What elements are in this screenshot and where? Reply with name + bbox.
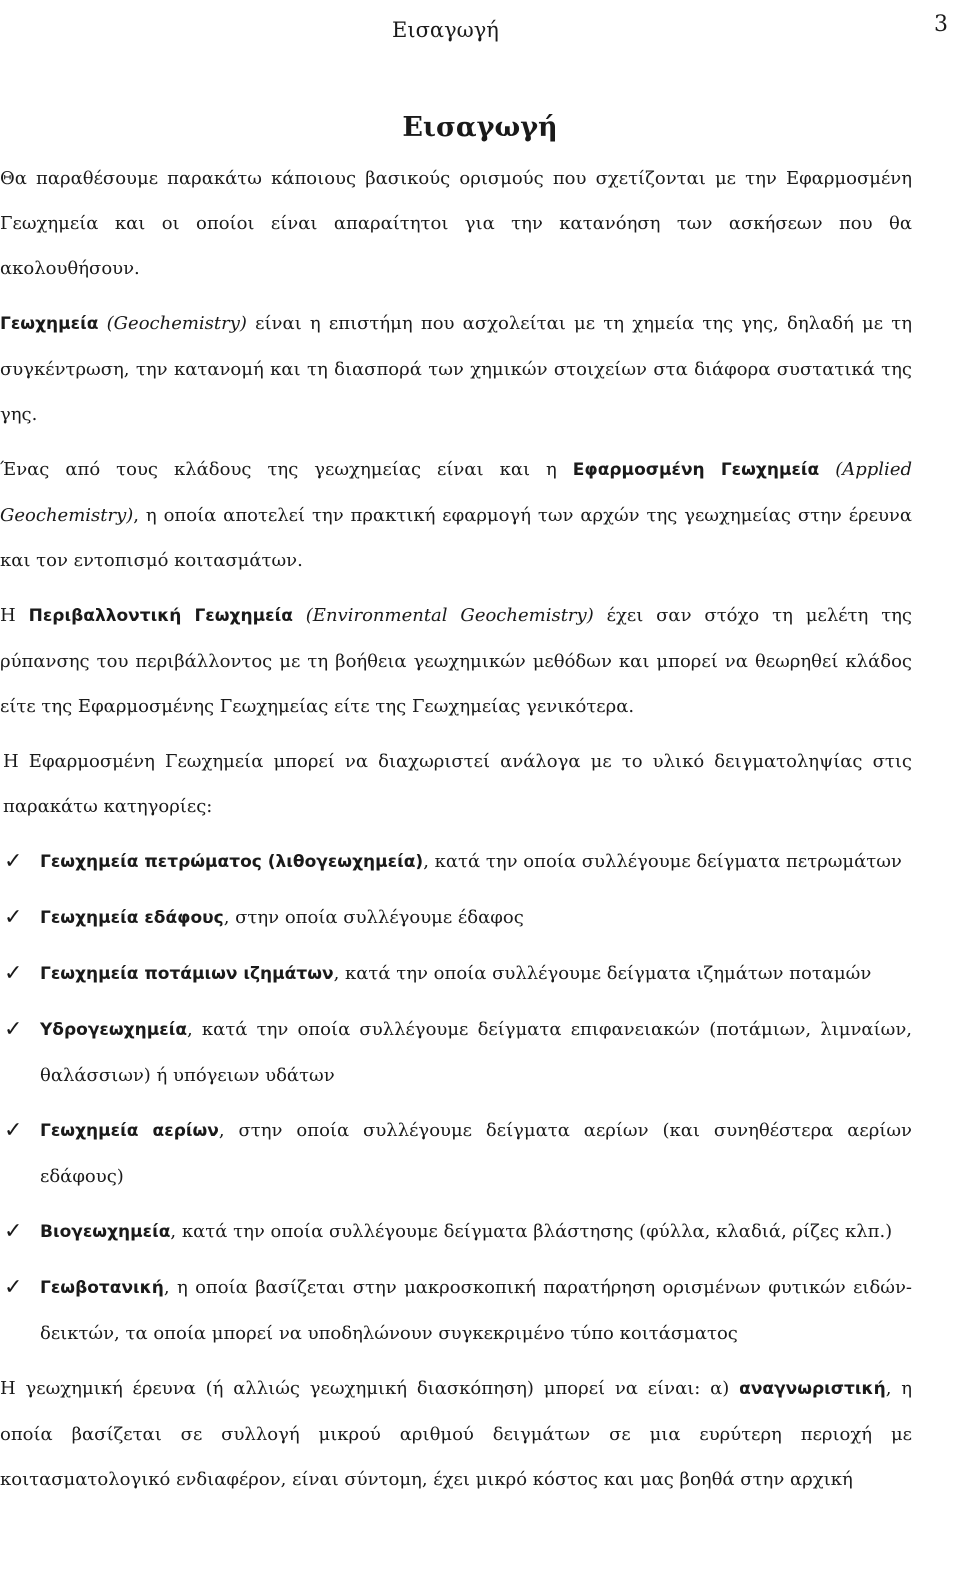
term-environmental-geochemistry: Περιβαλλοντική Γεωχημεία — [28, 606, 293, 626]
term-english: (Applied Geochemistry) — [0, 459, 912, 526]
page-title: Εισαγωγή — [402, 112, 558, 143]
intro-paragraph: Θα παραθέσουμε παρακάτω κάποιους βασικούς ορισμούς που σχετίζονται με την Εφαρμοσμένη Γεωχημεία και οι οποίοι είναι απαραίτητοι για την κατανόηση των ασκήσεων που θα ακολουθήσουν. — [0, 168, 912, 279]
term-geochemistry: Γεωχημεία — [0, 314, 99, 334]
list-item: ✓ Γεωβοτανική, η οποία βασίζεται στην μακροσκοπική παρατήρηση ορισμένων φυτικών ειδών-δεικτών, τα οποία μπορεί να υποδηλώνουν συγκεκριμένο τύπο κοιτάσματος — [0, 1265, 912, 1356]
term-reconnaissance: αναγνωριστική — [739, 1379, 886, 1399]
check-icon: ✓ — [4, 849, 23, 874]
term-english: (Environmental Geochemistry) — [292, 605, 594, 626]
list-item: ✓ Γεωχημεία εδάφους, στην οποία συλλέγουμε έδαφος — [0, 895, 912, 941]
categories-list — [0, 839, 912, 1356]
page-number: 3 — [934, 12, 948, 37]
check-icon: ✓ — [4, 961, 23, 986]
running-title: Εισαγωγή — [392, 18, 499, 42]
check-icon: ✓ — [4, 1219, 23, 1244]
survey-paragraph: Η γεωχημική έρευνα (ή αλλιώς γεωχημική διασκόπηση) μπορεί να είναι: α) αναγνωριστική, η οποία βασίζεται σε συλλογή μικρού αριθμού δειγμάτων σε μια ευρύτερη περιοχή με κοιτασματολογικό ενδιαφέρον, είναι σύντομη, έχει μικρό κόστος και μας βοηθά στην αρχική — [0, 1378, 913, 1490]
list-item: ✓ Γεωχημεία ποτάμιων ιζημάτων, κατά την οποία συλλέγουμε δείγματα ιζημάτων ποταμών — [0, 951, 912, 997]
categories-intro: Η Εφαρμοσμένη Γεωχημεία μπορεί να διαχωριστεί ανάλογα με το υλικό δειγματοληψίας στις παρακάτω κατηγορίες: — [3, 751, 912, 817]
list-item: ✓ Γεωχημεία πετρώματος (λιθογεωχημεία), κατά την οποία συλλέγουμε δείγματα πετρωμάτων — [0, 839, 912, 885]
applied-geochemistry-paragraph: Ένας από τους κλάδους της γεωχημείας είναι και η Εφαρμοσμένη Γεωχημεία (Applied Geochemistry), η οποία αποτελεί την πρακτική εφαρμογή των αρχών της γεωχημείας στην έρευνα και τον εντοπισμό κοιτασμάτων. — [0, 459, 912, 571]
geochemistry-definition: Γεωχημεία (Geochemistry) είναι η επιστήμη που ασχολείται με τη χημεία της γης, δηλαδή με τη συγκέντρωση, την κατανομή και τη διασπορά των χημικών στοιχείων στα διάφορα συστατικά της γης. — [0, 313, 912, 425]
check-icon: ✓ — [4, 1275, 23, 1300]
check-icon: ✓ — [4, 1017, 23, 1042]
term-applied-geochemistry: Εφαρμοσμένη Γεωχημεία — [572, 460, 820, 480]
check-icon: ✓ — [4, 905, 23, 930]
page-header — [0, 12, 960, 48]
check-icon: ✓ — [4, 1118, 23, 1143]
list-item: ✓ Γεωχημεία αερίων, στην οποία συλλέγουμε δείγματα αερίων (και συνηθέστερα αερίων εδάφους) — [0, 1108, 912, 1199]
list-item: ✓ Υδρογεωχημεία, κατά την οποία συλλέγουμε δείγματα επιφανειακών (ποτάμιων, λιμναίων, θαλάσσιων) ή υπόγειων υδάτων — [0, 1007, 912, 1098]
term-english: (Geochemistry) — [106, 313, 247, 334]
list-item: ✓ Βιογεωχημεία, κατά την οποία συλλέγουμε δείγματα βλάστησης (φύλλα, κλαδιά, ρίζες κλπ.) — [0, 1209, 912, 1255]
document-body — [0, 156, 912, 1512]
environmental-geochemistry-paragraph: Η Περιβαλλοντική Γεωχημεία (Environmental Geochemistry) έχει σαν στόχο τη μελέτη της ρύπανσης του περιβάλλοντος με τη βοήθεια γεωχημικών μεθόδων και μπορεί να θεωρηθεί κλάδος είτε της Εφαρμοσμένης Γεωχημείας είτε της Γεωχημείας γενικότερα. — [0, 605, 913, 717]
